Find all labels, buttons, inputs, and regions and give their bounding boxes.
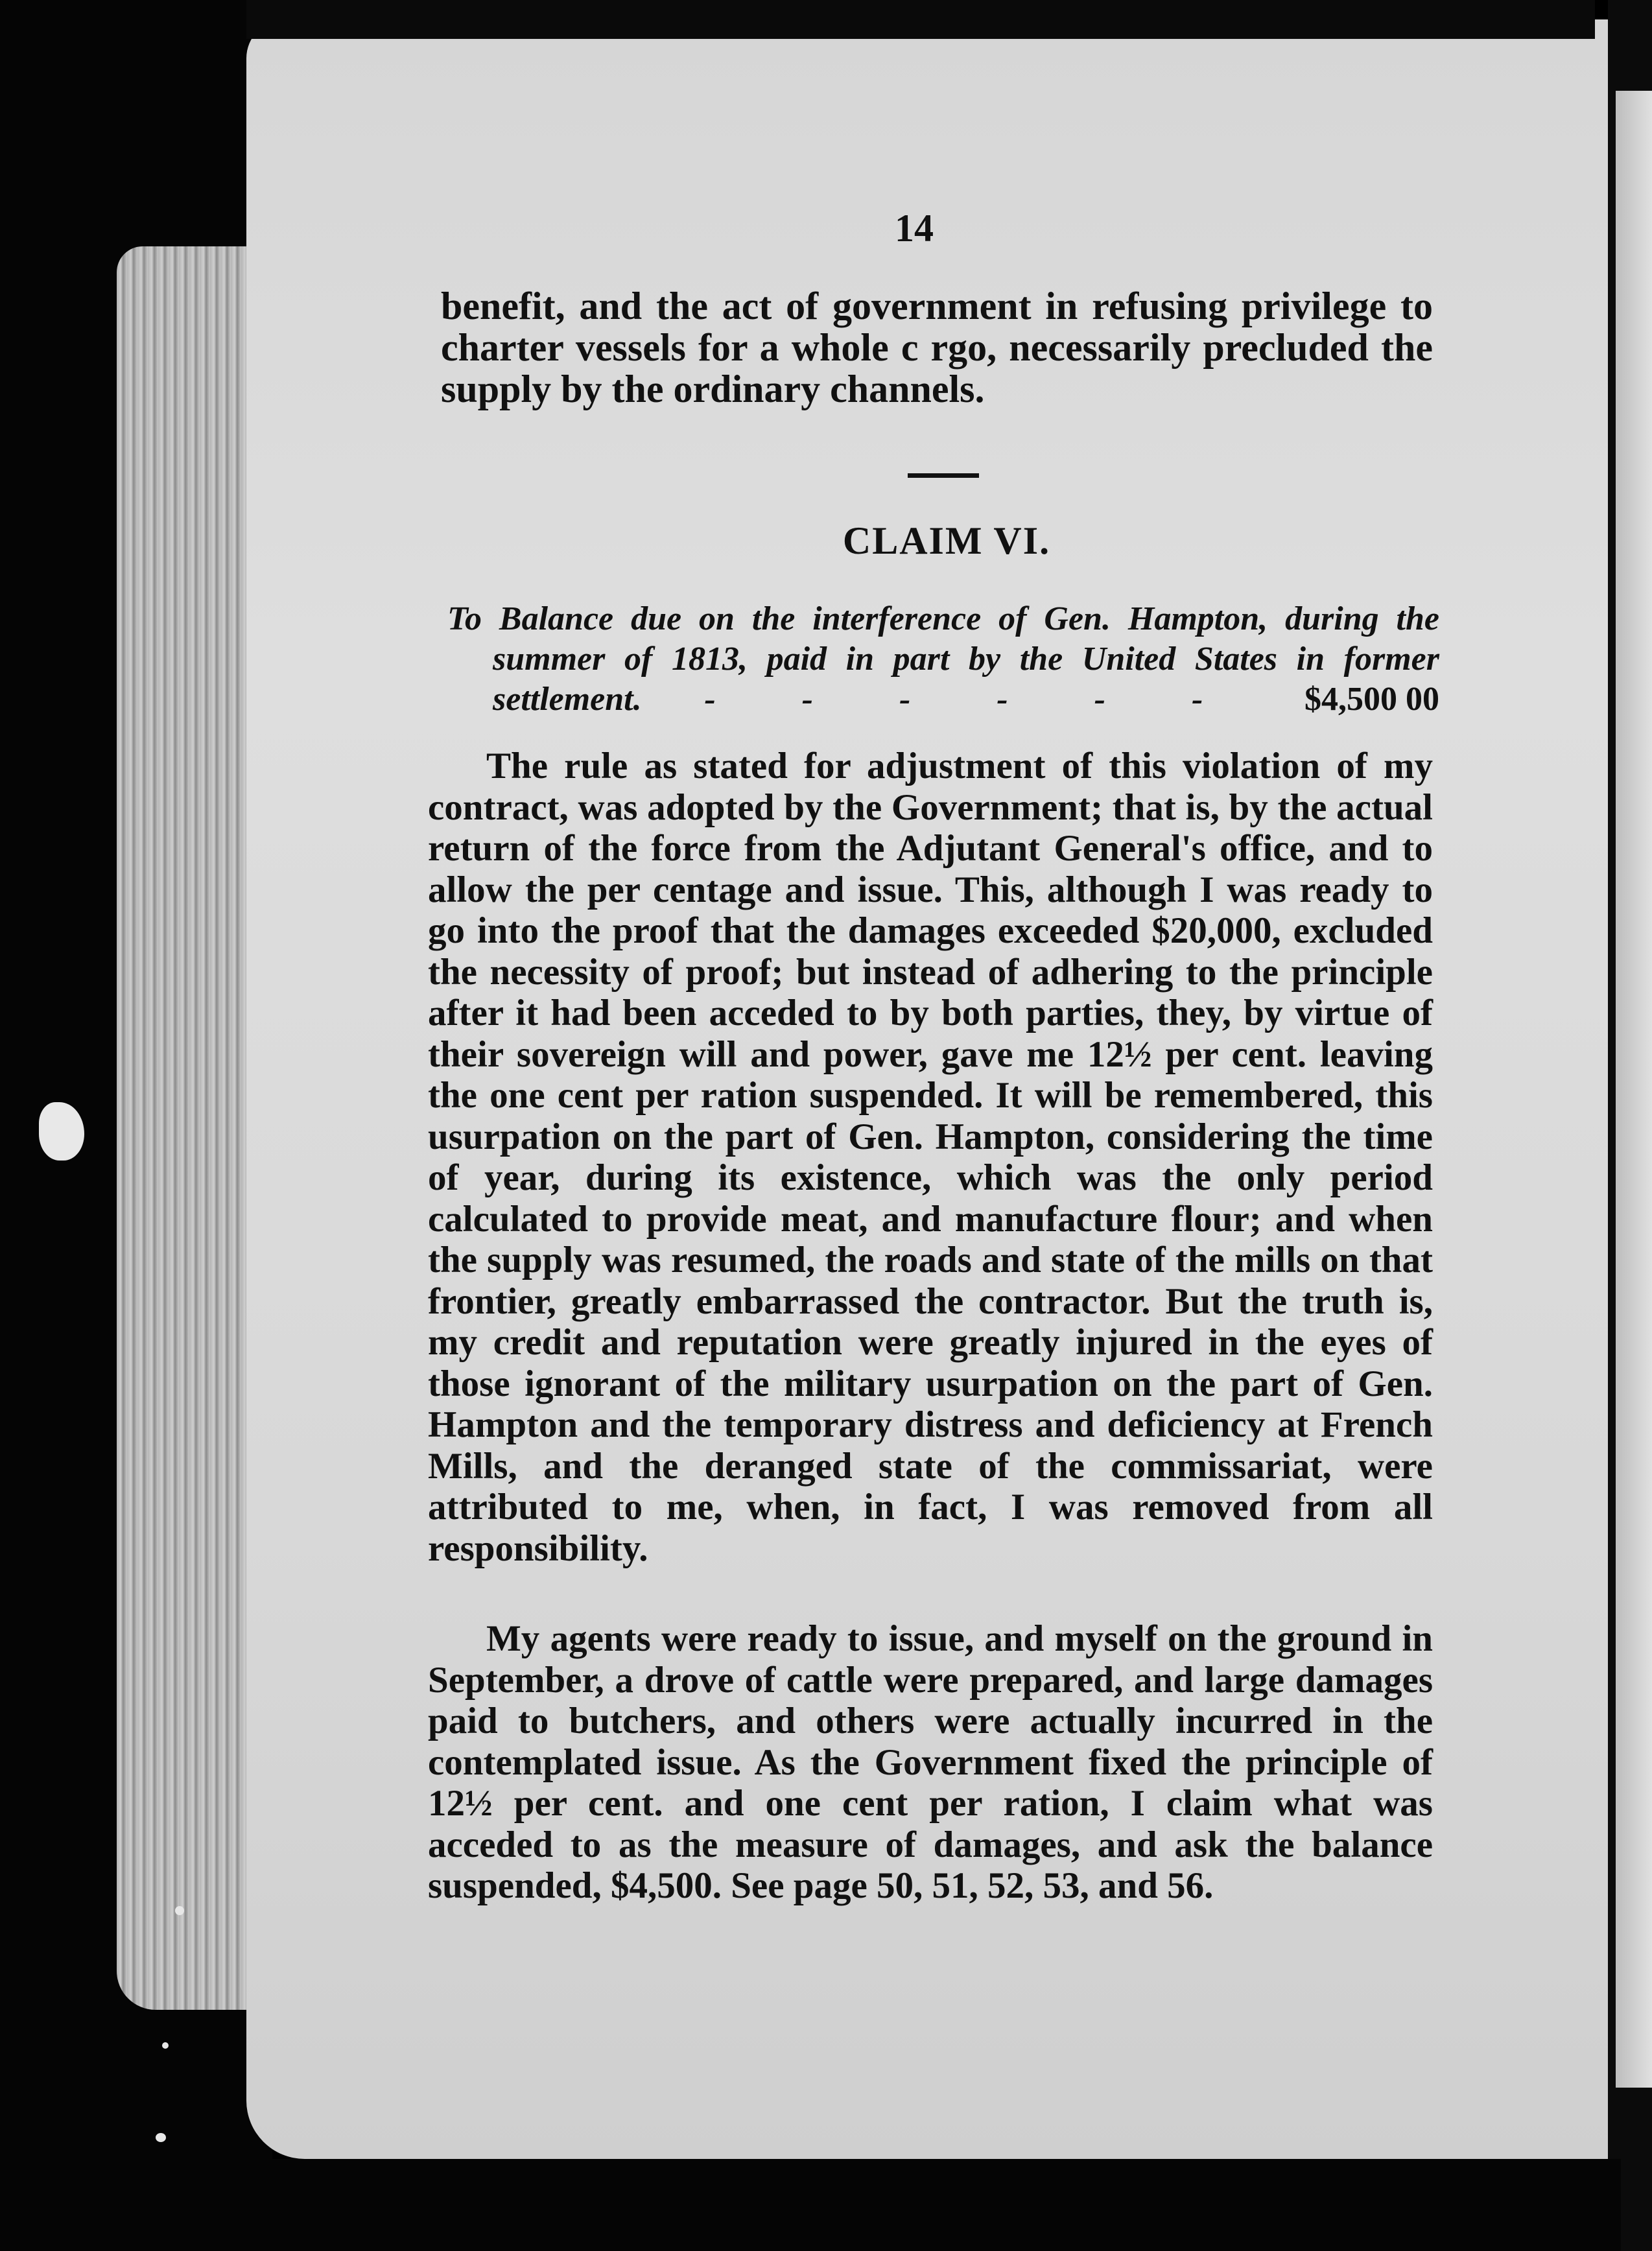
claim-description-line: summer of 1813, paid in part by the United States in former	[493, 641, 1439, 678]
book-cover-top	[246, 0, 1595, 39]
claim-heading: CLAIM VI.	[842, 519, 1051, 562]
book-cover-bottom	[246, 2159, 1621, 2251]
claim-description	[447, 599, 1439, 720]
body-paragraph: My agents were ready to issue, and myself on the ground in September, a drove of cattle were prepared, and large damages paid to butchers, and others were actually incurred in the contemplated issue. As the Government fixed the principle of 12½ per cent. and one cent per ration, I claim what was acceded to as the measure of damages, and ask the balance suspended, $4,500. See page 50, 51, 52, 53, and 56.	[428, 1618, 1433, 1906]
leader-dashes: - - - - - -	[704, 681, 1242, 718]
paper-speck	[156, 2133, 166, 2142]
opening-paragraph: benefit, and the act of government in refusing privilege to charter vessels for a whole c rgo, necessarily precluded the supply by the ordinary channels.	[441, 285, 1433, 410]
claim-description-line: settlement.	[493, 681, 642, 718]
section-divider	[908, 473, 979, 478]
paper-speck	[162, 2042, 169, 2049]
claim-amount-row	[447, 679, 1439, 720]
claim-amount: $4,500 00	[1304, 681, 1439, 718]
page-number: 14	[895, 207, 934, 250]
body-paragraph: The rule as stated for adjustment of this violation of my contract, was adopted by the Government; that is, by the actual return of the force from the Adjutant General's office, and to allow the per centage and issue. This, although I was ready to go into the proof that the damages exceeded $20,000, excluded the necessity of proof; but instead of adhering to the principle after it had been acceded to by both parties, they, by virtue of their sovereign will and power, gave me 12½ per cent. leaving the one cent per ration suspended. It will be remembered, this usurpation on the part of Gen. Hampton, considering the time of year, during its existence, which was the only period calculated to provide meat, and manufacture flour; and when the supply was resumed, the roads and state of the mills on that frontier, greatly embarrassed the contractor. But the truth is, my credit and reputation were greatly injured in the eyes of those ignorant of the military usurpation on the part of Gen. Hampton and the temporary distress and deficiency at French Mills, and the deranged state of the commissariat, were attributed to me, when, in fact, I was removed from all responsibility.	[428, 746, 1433, 1569]
paper-speck	[175, 1906, 184, 1915]
facing-page-edge	[1616, 91, 1652, 2088]
claim-description-line: To Balance due on the interference of Gen. Hampton, during the	[447, 600, 1439, 637]
